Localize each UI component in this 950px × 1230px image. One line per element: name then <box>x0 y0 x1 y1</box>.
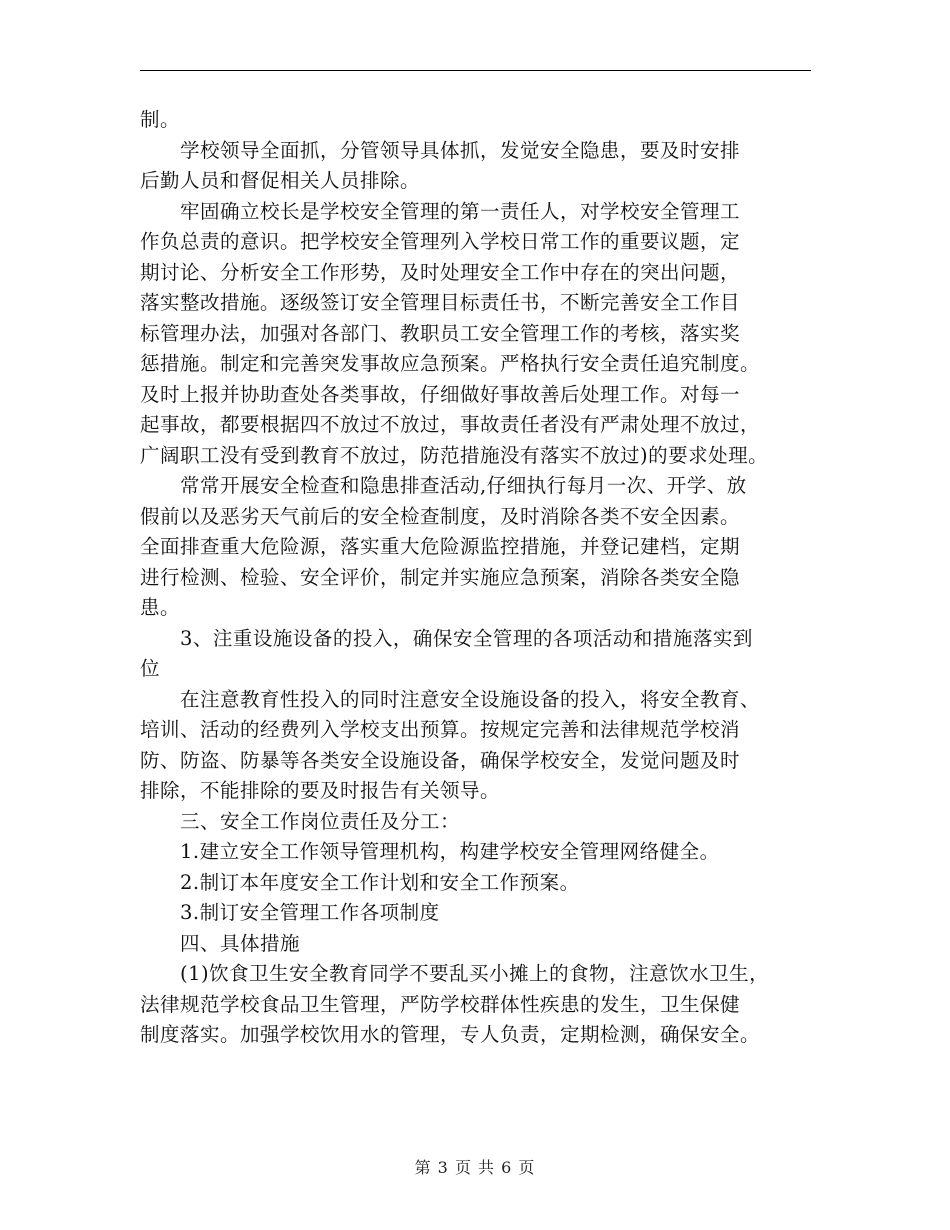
text-line: 标管理办法，加强对各部门、教职员工安全管理工作的考核，落实奖 <box>140 321 741 345</box>
text-line: 常常开展安全检查和隐患排查活动,仔细执行每月一次、开学、放 <box>140 474 747 497</box>
text-line: 进行检测、检验、安全评价，制定并实施应急预案，消除各类安全隐 <box>140 565 741 589</box>
text-line: 广阔职工没有受到教育不放过，防范措施没有落实不放过)的要求处理。 <box>140 443 769 467</box>
text-line: 及时上报并协助查处各类事故，仔细做好事故善后处理工作。对每一 <box>140 382 741 406</box>
text-line: 防、防盗、防暴等各类安全设施设备，确保学校安全，发觉问题及时 <box>140 748 741 772</box>
text-line: 排除，不能排除的要及时报告有关领导。 <box>140 779 501 802</box>
text-line: 3.制订安全管理工作各项制度 <box>140 901 440 924</box>
text-line: 培训、活动的经费列入学校支出预算。按规定完善和法律规范学校消 <box>140 718 741 741</box>
text-line: 期讨论、分析安全工作形势，及时处理安全工作中存在的突出问题， <box>140 260 741 284</box>
text-line: 法律规范学校食品卫生管理，严防学校群体性疾患的发生，卫生保健 <box>140 992 741 1016</box>
text-line: 患。 <box>140 596 181 619</box>
text-line: 学校领导全面抓，分管领导具体抓，发觉安全隐患，要及时安排 <box>140 138 741 162</box>
text-line: 四、具体措施 <box>140 931 301 955</box>
header-rule <box>140 70 811 71</box>
text-line: 全面排查重大危险源，落实重大危险源监控措施，并登记建档，定期 <box>140 535 741 558</box>
text-line: 1.建立安全工作领导管理机构，构建学校安全管理网络健全。 <box>140 840 720 863</box>
text-line: 制。 <box>140 108 181 131</box>
text-line: (1)饮食卫生安全教育同学不要乱买小摊上的食物，注意饮水卫生， <box>140 962 770 985</box>
page-footer: 第 3 页 共 6 页 <box>414 1158 536 1177</box>
text-line: 2.制订本年度安全工作计划和安全工作预案。 <box>140 870 580 894</box>
text-line: 假前以及恶劣天气前后的安全检查制度，及时消除各类不安全因素。 <box>140 504 741 528</box>
text-line: 牢固确立校长是学校安全管理的第一责任人，对学校安全管理工 <box>140 199 741 223</box>
text-line: 作负总责的意识。把学校安全管理列入学校日常工作的重要议题，定 <box>140 230 741 253</box>
text-line: 制度落实。加强学校饮用水的管理，专人负责，定期检测，确保安全。 <box>140 1023 761 1046</box>
text-line: 起事故，都要根据四不放过不放过，事故责任者没有严肃处理不放过， <box>140 413 761 436</box>
text-line: 落实整改措施。逐级签订安全管理目标责任书，不断完善安全工作目 <box>140 291 741 314</box>
body-text <box>140 105 830 1051</box>
text-line: 在注意教育性投入的同时注意安全设施设备的投入，将安全教育、 <box>140 687 761 711</box>
text-line: 三、安全工作岗位责任及分工： <box>140 809 461 833</box>
text-line: 3、注重设施设备的投入，确保安全管理的各项活动和措施落实到 <box>140 626 753 650</box>
text-line: 后勤人员和督促相关人员排除。 <box>140 169 421 192</box>
text-line: 惩措施。制定和完善突发事故应急预案。严格执行安全责任追究制度。 <box>140 352 761 375</box>
text-line: 位 <box>140 657 161 680</box>
